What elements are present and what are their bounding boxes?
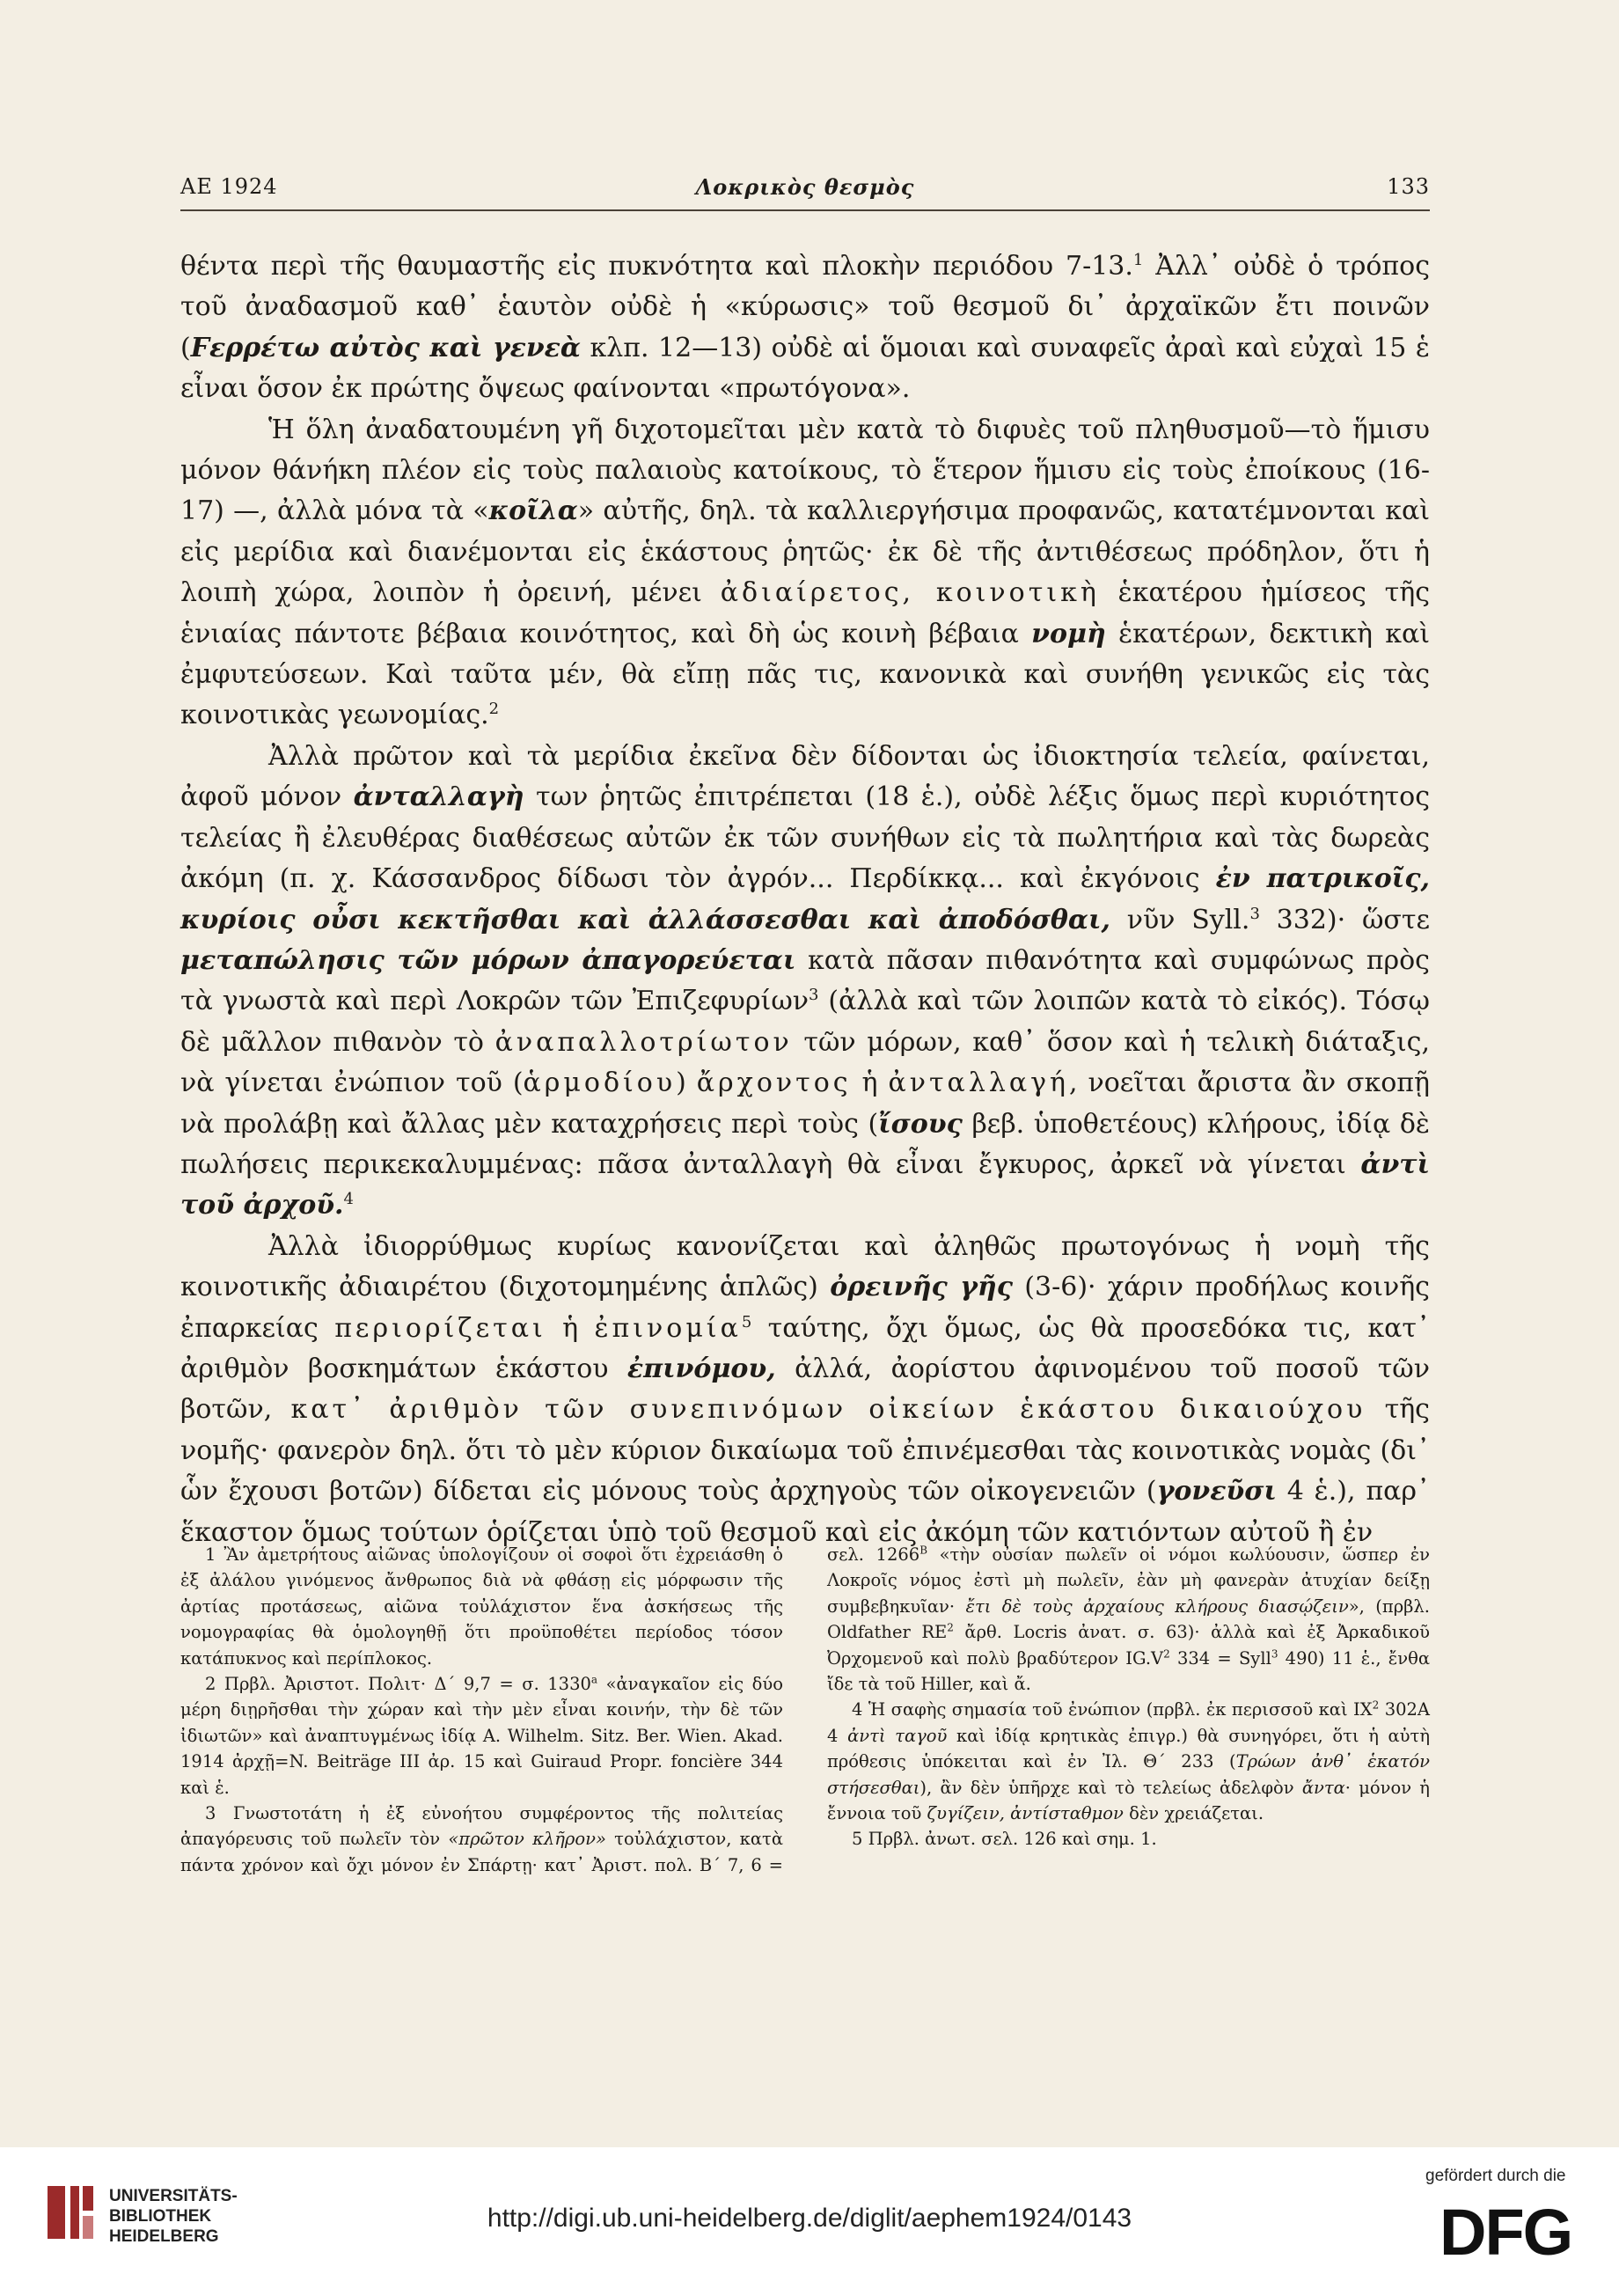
footnote-1: 1 Ἂν ἀμετρήτους αἰῶνας ὑπολογίζουν οἱ σοφοὶ ὅτι ἐχρειάσθη ὁ ἐξ ἀλάλου γινόμενος ἄνθρωπος διὰ νὰ φθάσῃ εἰς μόρφωσιν τῆς ἀρτίας προτάσεως, αἰῶνα τοὐλάχιστον ἕνα ἀσκήσεως τῆς νομογραφίας θὰ ὁμολογηθῇ ὅτι προϋποθέτει περίοδος τόσον κατάπυκνος καὶ περίπλοκος. xyxy=(180,1544,783,1669)
emphasis: νομὴ xyxy=(1031,618,1106,649)
running-head xyxy=(180,174,1430,209)
source-url-link[interactable]: http://digi.ub.uni-heidelberg.de/diglit/aephem1924/0143 xyxy=(487,2204,1132,2233)
emphasis: γονεῦσι xyxy=(1156,1476,1277,1507)
spaced-text: ἐπινομία xyxy=(594,1312,742,1344)
main-text xyxy=(180,246,1430,1553)
header-rule xyxy=(180,209,1430,211)
spaced-text: ἄρχοντος xyxy=(696,1067,852,1099)
footnote-5: 5 Πρβλ. ἀνωτ. σελ. 126 καὶ σημ. 1. xyxy=(852,1829,1157,1850)
paragraph-4: Ἀλλὰ ἰδιορρύθμως κυρίως κανονίζεται καὶ ἀληθῶς πρωτογόνως ἡ νομὴ τῆς κοινοτικῆς ἀδιαιρέτου (διχοτομημένης ἁπλῶς) ὀρεινῆς γῆς (3-6)· χάριν προδήλως κοινῆς ἐπαρκείας περιορίζεται ἡ ἐπινομία$^5$ ταύτης, ὄχι ὅμως, ὡς θὰ προσεδόκα τις, κατ᾽ ἀριθμὸν βοσκημάτων ἑκάστου ἐπινόμου, ἀλλά, ἀορίστου ἀφινομένου τοῦ ποσοῦ τῶν βοτῶν, κατ᾽ ἀριθμὸν τῶν συνεπινόμων οἰκείων ἑκάστου δικαιούχου τῆς νομῆς· φανερὸν δηλ. ὅτι τὸ μὲν κύριον δικαίωμα τοῦ ἐπινέμεσθαι τὰς κοινοτικὰς νομὰς (δι᾽ ὧν ἔχουσι βοτῶν) δίδεται εἰς μόνους τοὺς ἀρχηγοὺς τῶν οἰκογενειῶν (γονεῦσι 4 ἑ.), παρ᾽ ἕκαστον ὅμως τούτων ὁρίζεται ὑπὸ τοῦ θεσμοῦ καὶ εἰς ἀκόμη τῶν κατιόντων αὐτοῦ ἢ ἐν xyxy=(180,1230,1431,1548)
emphasis: μεταπώλησις τῶν μόρων ἀπαγορεύεται xyxy=(180,944,796,976)
footnote-ref: 2 xyxy=(488,700,500,719)
footer-band xyxy=(0,2147,1619,2296)
spaced-text: ἀδιαίρετος, κοινοτικὴ xyxy=(720,577,1100,609)
emphasis: ἴσους xyxy=(878,1108,963,1140)
footnote-4: 4 Ἡ σαφὴς σημασία τοῦ ἐνώπιον (πρβλ. ἐκ περισσοῦ καὶ $IX^2$ 302A 4 ἀντὶ ταγοῦ καὶ ἰδίᾳ κρητικὰς ἐπιγρ.) θὰ συνηγόρει, ὅτι ἡ αὐτὴ πρόθεσις ὑπόκειται καὶ ἐν Ἰλ. Θ´ 233 (Τρώων ἀνθ᾽ ἑκατόν στήσεσθαι), ἂν δὲν ὑπῆρχε καὶ τὸ τελείως ἀδελφὸν ἄντα· μόνον ἡ ἔννοια τοῦ ζυγίζειν, ἀντίσταθμον δὲν χρειάζεται. xyxy=(827,1698,1431,1824)
footnotes xyxy=(180,1542,1430,1929)
spaced-text: κατ᾽ ἀριθμὸν τῶν συνεπινόμων οἰκείων ἑκάστου δικαιούχου xyxy=(290,1394,1366,1426)
emphasis: Ϝερρέτω αὐτὸς καὶ γενεὰ xyxy=(190,332,581,363)
footnote-ref: 1 xyxy=(1132,251,1144,269)
svg-text:DFG: DFG xyxy=(1440,2200,1572,2260)
dfg-logo-icon xyxy=(1440,2200,1596,2260)
emphasis: ἐν πατρικοῖς, κυρίοις οὖσι κεκτῆσθαι καὶ ἀλλάσσεσθαι καὶ ἀποδόσθαι, xyxy=(180,863,1431,935)
footnote-ref: 3 xyxy=(1249,904,1260,923)
emphasis: ἀνταλλαγὴ xyxy=(353,781,524,813)
emphasis: κοῖλα xyxy=(488,495,578,527)
spaced-text: περιορίζεται xyxy=(334,1312,546,1344)
spaced-text: ἁρμοδίου xyxy=(523,1067,677,1099)
paragraph-2: Ἡ ὅλη ἀναδατουμένη γῆ διχοτομεῖται μὲν κατὰ τὸ διφυὲς τοῦ πληθυσμοῦ—τὸ ἥμισυ μόνον θάνήκη πλέον εἰς τοὺς παλαιοὺς κατοίκους, τὸ ἕτερον ἥμισυ εἰς τοὺς ἐποίκους (16-17) —, ἀλλὰ μόνα τὰ «κοῖλα» αὐτῆς, δηλ. τὰ καλλιεργήσιμα προφανῶς, κατατέμνονται καὶ εἰς μερίδια καὶ διανέμονται εἰς ἑκάστους ῥητῶς· ἐκ δὲ τῆς ἀντιθέσεως πρόδηλον, ὅτι ἡ λοιπὴ χώρα, λοιπὸν ἡ ὀρεινή, μένει ἀδιαίρετος, κοινοτικὴ ἑκατέρου ἡμίσεος τῆς ἑνιαίας πάντοτε βέβαια κοινότητος, καὶ δὴ ὡς κοινὴ βέβαια νομὴ ἑκατέρων, δεκτικὴ καὶ ἐμφυτεύσεων. Καὶ ταῦτα μέν, θὰ εἴπῃ πᾶς τις, κανονικὰ καὶ συνήθη γενικῶς εἰς τὰς κοινοτικὰς γεωνομίας.$^2$ xyxy=(180,414,1431,731)
footnote-2: 2 Πρβλ. Ἀριστοτ. Πολιτ· Δ´ 9,7 = σ. 1330$^a$ «ἀναγκαῖον εἰς δύο μέρη διῃρῆσθαι τὴν χώραν καὶ τὴν μὲν εἶναι κοινήν, τὴν δὲ τῶν ἰδιωτῶν» καὶ ἀναπτυγμένως ἰδίᾳ A. Wilhelm. Sitz. Ber. Wien. Akad. 1914 ἀρχῇ=N. Beiträge III ἀρ. 15 καὶ Guiraud Propr. foncière 344 καὶ ἑ. xyxy=(180,1673,783,1798)
page-number: 133 xyxy=(1387,174,1430,199)
journal-year: ΑΕ 1924 xyxy=(180,174,278,199)
sponsor-text: gefördert durch die xyxy=(1425,2167,1566,2185)
emphasis: ἐπινόμου, xyxy=(626,1353,776,1384)
spaced-text: ἀναπαλλοτρίωτον xyxy=(494,1026,793,1058)
running-title: Λοκρικὸς θεσμὸς xyxy=(695,174,915,200)
paragraph-3: Ἀλλὰ πρῶτον καὶ τὰ μερίδια ἐκεῖνα δὲν δίδονται ὡς ἰδιοκτησία τελεία, φαίνεται, ἀφοῦ μόνον ἀνταλλαγὴ των ῥητῶς ἐπιτρέπεται (18 ἑ.), οὐδὲ λέξις ὅμως περὶ κυριότητος τελείας ἢ ἐλευθέρας διαθέσεως αὐτῶν ἐκ τῶν συνήθων εἰς τὰ πωλητήρια καὶ τὰς δωρεὰς ἀκόμη (π. χ. Κάσσανδρος δίδωσι τὸν ἀγρόν... Περδίκκᾳ... καὶ ἐκγόνοις ἐν πατρικοῖς, κυρίοις οὖσι κεκτῆσθαι καὶ ἀλλάσσεσθαι καὶ ἀποδόσθαι, νῦν Syll.$^3$ 332)· ὥστε μεταπώλησις τῶν μόρων ἀπαγορεύεται κατὰ πᾶσαν πιθανότητα καὶ συμφώνως πρὸς τὰ γνωστὰ καὶ περὶ Λοκρῶν τῶν Ἐπιζεφυρίων$^3$ (ἀλλὰ καὶ τῶν λοιπῶν κατὰ τὸ εἰκός). Τόσῳ δὲ μᾶλλον πιθανὸν τὸ ἀναπαλλοτρίωτον τῶν μόρων, καθ᾽ ὅσον καὶ ἡ τελικὴ διάταξις, νὰ γίνεται ἐνώπιον τοῦ (ἁρμοδίου) ἄρχοντος ἡ ἀνταλλαγή, νοεῖται ἄριστα ἂν σκοπῇ νὰ προλάβῃ καὶ ἄλλας μὲν καταχρήσεις περὶ τοὺς (ἴσους βεβ. ὑποθετέους) κλήρους, ἰδίᾳ δὲ πωλήσεις περικεκαλυμμένας: πᾶσα ἀνταλλαγὴ θὰ εἶναι ἔγκυρος, ἀρκεῖ νὰ γίνεται ἀντὶ τοῦ ἀρχοῦ.$^4$ xyxy=(180,740,1431,1221)
emphasis: ὀρεινῆς γῆς xyxy=(830,1272,1013,1303)
footnote-ref: 5 xyxy=(741,1312,752,1331)
spaced-text: ἀνταλλαγή xyxy=(888,1067,1070,1099)
emphasis: ἀντὶ τοῦ ἀρχοῦ. xyxy=(180,1148,1430,1221)
footnote-ref: 4 xyxy=(343,1190,354,1209)
footnote-ref: 3 xyxy=(809,986,819,1005)
paragraph-1: θέντα περὶ τῆς θαυμαστῆς εἰς πυκνότητα καὶ πλοκὴν περιόδου 7-13.$^1$ Ἀλλ᾽ οὐδὲ ὁ τρόπος τοῦ ἀναδασμοῦ καθ᾽ ἑαυτὸν οὐδὲ ἡ «κύρωσις» τοῦ θεσμοῦ δι᾽ ἀρχαϊκῶν ἔτι ποινῶν (Ϝερρέτω αὐτὸς καὶ γενεὰ κλπ. 12—13) οὐδὲ αἱ ὅμοιαι καὶ συναφεῖς ἀραὶ καὶ εὐχαὶ 15 ἑ εἶναι ὅσον ἐκ πρώτης ὄψεως φαίνονται «πρωτόγονα». xyxy=(180,251,1430,405)
footnote-3: 3 Γνωστοτάτη ἡ ἐξ εὐνοήτου συμφέροντος τῆς πολιτείας ἀπαγόρευσις τοῦ πωλεῖν τὸν «πρῶτον κλῆρον» τοὐλάχιστον, κατὰ πάντα χρόνον καὶ ὄχι μόνον ἐν Σπάρτῃ· κατ᾽ Ἀριστ. πολ. Β´ 7, 6 = σελ. $1266^B$ «τὴν οὐσίαν πωλεῖν οἱ νόμοι κωλύουσιν, ὥσπερ ἐν Λοκροῖς νόμος ἐστὶ μὴ πωλεῖν, ἐὰν μὴ φανερὰν ἀτυχίαν δείξῃ συμβεβηκυῖαν· ἔτι δὲ τοὺς ἀρχαίους κλήρους διασῴζειν», (πρβλ. Oldfather $RE^2$ ἄρθ. Locris ἀνατ. σ. 63)· ἀλλὰ καὶ ἐξ Ἀρκαδικοῦ Ὀρχομενοῦ καὶ πολὺ βραδύτερον $IG.V^2$ 334 = Syll$^3$ 490) 11 ἑ., ἔνθα ἴδε τὰ τοῦ Hiller, καὶ ἄ. xyxy=(180,1544,1431,1875)
library-name: UNIVERSITÄTS- BIBLIOTHEK HEIDELBERG xyxy=(109,2187,238,2246)
